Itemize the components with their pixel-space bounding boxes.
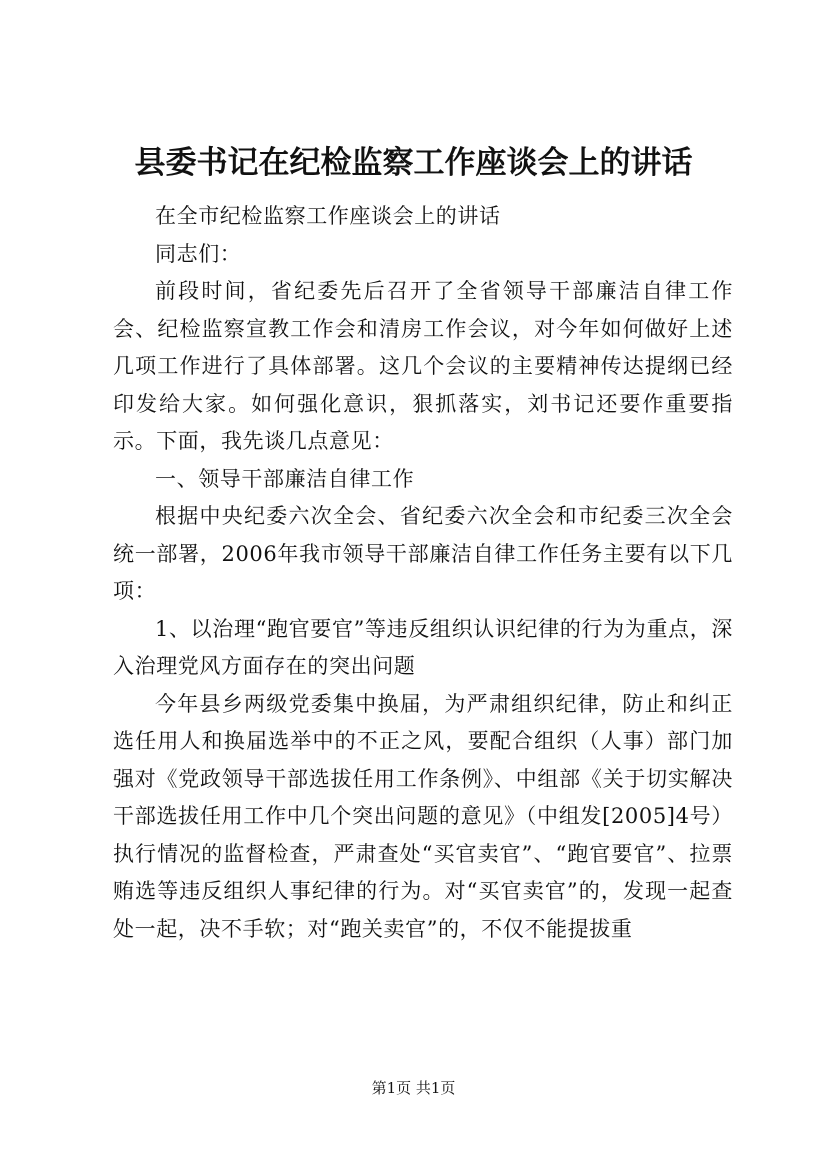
body-paragraph: 根据中央纪委六次全会、省纪委六次全会和市纪委三次全会统一部署，2006年我市领导干部廉洁自律工作任务主要有以下几项： (113, 504, 733, 603)
salutation-paragraph: 同志们： (155, 241, 242, 266)
body-paragraph: 今年县乡两级党委集中换届，为严肃组织纪律，防止和纠正选任用人和换届选举中的不正之风，要配合组织（人事）部门加强对《党政领导干部选拔任用工作条例》、中组部《关于切实解决干部选拔任用工作中几个突出问题的意见》（中组发[2005]4号）执行情况的监督检查，严肃查处“买官卖官”、“跑官要官”、拉票贿选等违反组织人事纪律的行为。对“买官卖官”的，发现一起查处一起，决不手软；对“跑关卖官”的，不仅不能提拔重 (113, 691, 733, 941)
subsection-heading: 1、以治理“跑官要官”等违反组织认识纪律的行为为重点，深入治理党风方面存在的突出问题 (113, 616, 733, 678)
document-body (113, 198, 733, 948)
body-paragraph: 前段时间，省纪委先后召开了全省领导干部廉洁自律工作会、纪检监察宣教工作会和清房工作会议，对今年如何做好上述几项工作进行了具体部署。这几个会议的主要精神传达提纲已经印发给大家。如何强化意识，狠抓落实，刘书记还要作重要指示。下面，我先谈几点意见： (113, 279, 733, 453)
document-title: 县委书记在纪检监察工作座谈会上的讲话 (134, 145, 693, 181)
subtitle-paragraph: 在全市纪检监察工作座谈会上的讲话 (155, 204, 501, 228)
section-heading: 一、领导干部廉洁自律工作 (155, 466, 415, 491)
page-number-footer: 第1页 共1页 (371, 1079, 456, 1097)
